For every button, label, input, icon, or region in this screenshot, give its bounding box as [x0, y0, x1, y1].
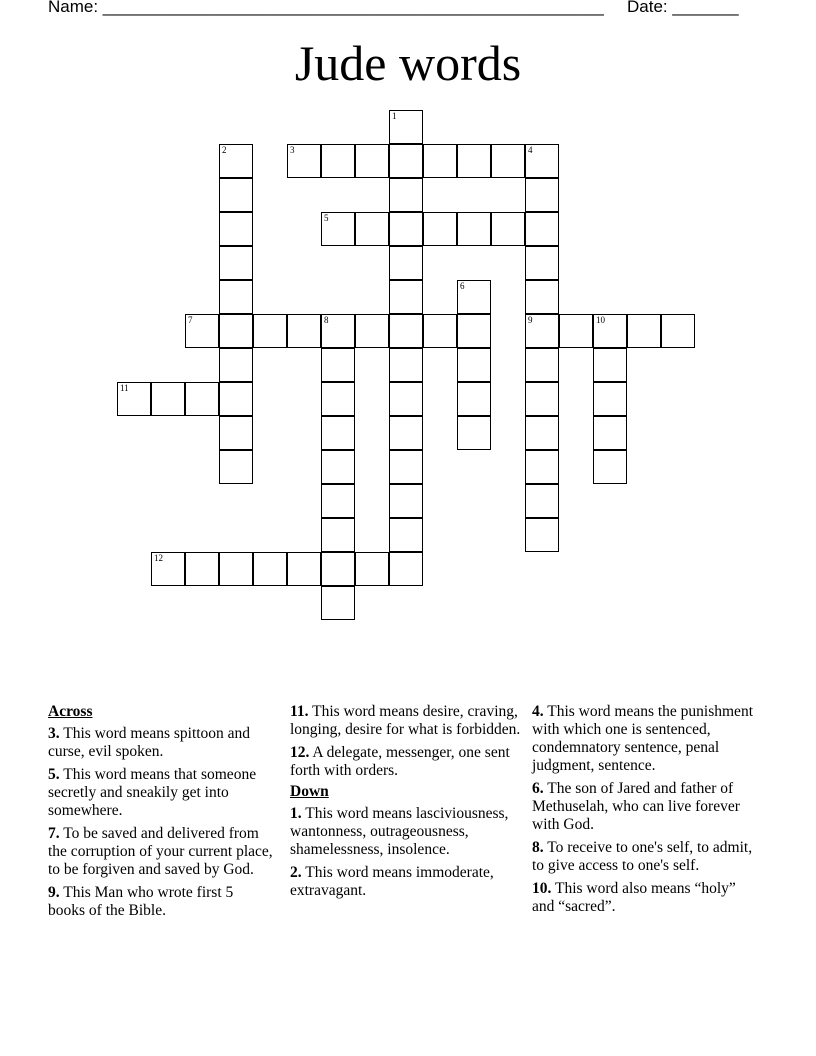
grid-cell[interactable] [321, 212, 355, 246]
grid-cell[interactable] [321, 416, 355, 450]
grid-cell[interactable] [219, 178, 253, 212]
clue-number: 12 [154, 553, 163, 563]
grid-cell[interactable] [525, 518, 559, 552]
grid-cell[interactable] [525, 280, 559, 314]
clue-item-text: This word means lasciviousness, wantonness, outrageousness, shamelessness, insolence. [290, 805, 509, 858]
grid-cell[interactable] [525, 484, 559, 518]
grid-cell[interactable] [219, 280, 253, 314]
grid-cell[interactable] [457, 382, 491, 416]
clue-number: 1 [392, 111, 397, 121]
grid-cell[interactable] [219, 144, 253, 178]
clue-number: 6 [460, 281, 465, 291]
date-field[interactable]: Date: _______ [627, 0, 739, 16]
grid-cell[interactable] [219, 246, 253, 280]
grid-cell[interactable] [457, 212, 491, 246]
grid-cell[interactable] [389, 484, 423, 518]
grid-cell[interactable] [525, 178, 559, 212]
clues-column-2 [290, 703, 525, 905]
name-field[interactable]: Name: _____________________________________________________ [48, 0, 604, 16]
grid-cell[interactable] [525, 450, 559, 484]
clue-item-text: To receive to one's self, to admit, to give access to one's self. [532, 839, 753, 874]
clue-item [48, 825, 273, 879]
clue-item [290, 703, 525, 739]
header [48, 0, 748, 21]
page-title: Jude words [294, 35, 522, 91]
clue-item [48, 884, 273, 920]
grid-cell[interactable] [219, 314, 253, 348]
grid-cell[interactable] [185, 552, 219, 586]
clue-item-number: 8. [532, 839, 544, 856]
grid-cell[interactable] [219, 348, 253, 382]
grid-cell[interactable] [389, 348, 423, 382]
clue-item-text: This word also means “holy” and “sacred”. [532, 880, 736, 915]
grid-cell[interactable] [423, 314, 457, 348]
clues-column-3 [532, 703, 762, 921]
grid-cell[interactable] [321, 314, 355, 348]
grid-cell[interactable] [219, 450, 253, 484]
clue-item-text: This word means that someone secretly and sneakily get into somewhere. [48, 766, 257, 819]
clue-number: 10 [596, 315, 605, 325]
grid-cell[interactable] [321, 586, 355, 620]
grid-cell[interactable] [457, 416, 491, 450]
down-clue-list-continued [532, 703, 762, 916]
clue-item [532, 839, 762, 875]
clue-item [48, 725, 273, 761]
grid-cell[interactable] [389, 212, 423, 246]
grid-cell[interactable] [457, 348, 491, 382]
grid-cell[interactable] [287, 144, 321, 178]
grid-cell[interactable] [525, 382, 559, 416]
clue-item-number: 3. [48, 725, 60, 742]
clue-item [48, 766, 273, 820]
grid-cell[interactable] [457, 144, 491, 178]
grid-cell[interactable] [593, 348, 627, 382]
down-clue-list [290, 805, 525, 900]
grid-cell[interactable] [355, 552, 389, 586]
grid-cell[interactable] [389, 314, 423, 348]
clue-number: 3 [290, 145, 295, 155]
grid-cell[interactable] [117, 382, 151, 416]
clue-item-number: 10. [532, 880, 552, 897]
clue-number: 2 [222, 145, 227, 155]
grid-cell[interactable] [389, 416, 423, 450]
clue-item-text: This word means immoderate, extravagant. [290, 864, 494, 899]
clue-item [290, 805, 525, 859]
clue-item-number: 9. [48, 884, 60, 901]
grid-cell[interactable] [185, 382, 219, 416]
clue-number: 4 [528, 145, 533, 155]
grid-cell[interactable] [321, 552, 355, 586]
clue-item [532, 780, 762, 834]
clue-item-number: 7. [48, 825, 60, 842]
down-heading: Down [290, 783, 329, 800]
grid-cell[interactable] [219, 552, 253, 586]
clue-number: 5 [324, 213, 329, 223]
grid-cell[interactable] [389, 110, 423, 144]
grid-cell[interactable] [559, 314, 593, 348]
grid-cell[interactable] [321, 144, 355, 178]
clue-item-text: This word means the punishment with which one is sentenced, condemnatory sentence, penal judgment, sentence. [532, 703, 753, 774]
grid-cell[interactable] [627, 314, 661, 348]
clue-item [532, 880, 762, 916]
grid-cell[interactable] [423, 212, 457, 246]
grid-cell[interactable] [321, 382, 355, 416]
clue-item-number: 6. [532, 780, 544, 797]
clue-item-text: The son of Jared and father of Methuselah, who can live forever with God. [532, 780, 740, 833]
grid-cell[interactable] [389, 552, 423, 586]
clue-item-number: 5. [48, 766, 60, 783]
grid-cell[interactable] [287, 314, 321, 348]
clue-item-number: 11. [290, 703, 309, 720]
clue-item-text: This word means desire, craving, longing, desire for what is forbidden. [290, 703, 521, 738]
grid-cell[interactable] [593, 450, 627, 484]
grid-cell[interactable] [423, 144, 457, 178]
clue-item-text: To be saved and delivered from the corruption of your current place, to be forgiven and saved by God. [48, 825, 273, 878]
grid-cell[interactable] [321, 518, 355, 552]
clue-item [532, 703, 762, 775]
grid-cell[interactable] [185, 314, 219, 348]
grid-cell[interactable] [321, 348, 355, 382]
grid-cell[interactable] [525, 144, 559, 178]
grid-cell[interactable] [389, 178, 423, 212]
grid-cell[interactable] [525, 314, 559, 348]
grid-cell[interactable] [321, 484, 355, 518]
grid-cell[interactable] [355, 314, 389, 348]
grid-cell[interactable] [525, 348, 559, 382]
grid-cell[interactable] [321, 450, 355, 484]
clues-column-1 [48, 703, 273, 925]
grid-cell[interactable] [287, 552, 321, 586]
clue-number: 9 [528, 315, 533, 325]
clue-item-text: This Man who wrote first 5 books of the Bible. [48, 884, 234, 919]
grid-cell[interactable] [525, 246, 559, 280]
grid-cell[interactable] [389, 450, 423, 484]
grid-cell[interactable] [389, 382, 423, 416]
clue-item-number: 2. [290, 864, 302, 881]
grid-cell[interactable] [389, 144, 423, 178]
grid-cell[interactable] [491, 144, 525, 178]
grid-cell[interactable] [355, 212, 389, 246]
across-clue-list-continued [290, 703, 525, 780]
grid-cell[interactable] [151, 552, 185, 586]
grid-cell[interactable] [457, 314, 491, 348]
grid-cell[interactable] [253, 552, 287, 586]
grid-cell[interactable] [491, 212, 525, 246]
grid-cell[interactable] [661, 314, 695, 348]
clue-number: 7 [188, 315, 193, 325]
grid-cell[interactable] [253, 314, 287, 348]
grid-cell[interactable] [593, 314, 627, 348]
grid-cell[interactable] [389, 246, 423, 280]
grid-cell[interactable] [457, 280, 491, 314]
clue-item [290, 864, 525, 900]
grid-cell[interactable] [355, 144, 389, 178]
across-heading: Across [48, 703, 93, 720]
grid-cell[interactable] [389, 280, 423, 314]
grid-cell[interactable] [219, 416, 253, 450]
grid-cell[interactable] [219, 212, 253, 246]
clue-item-number: 1. [290, 805, 302, 822]
grid-cell[interactable] [219, 382, 253, 416]
grid-cell[interactable] [151, 382, 185, 416]
grid-cell[interactable] [525, 416, 559, 450]
across-clue-list [48, 725, 273, 920]
clue-number: 11 [120, 383, 129, 393]
grid-cell[interactable] [525, 212, 559, 246]
grid-cell[interactable] [389, 518, 423, 552]
grid-cell[interactable] [593, 382, 627, 416]
clue-item-text: This word means spittoon and curse, evil spoken. [48, 725, 251, 760]
clue-item-number: 4. [532, 703, 544, 720]
clue-number: 8 [324, 315, 329, 325]
clue-item [290, 744, 525, 780]
clue-item-number: 12. [290, 744, 310, 761]
clue-item-text: A delegate, messenger, one sent forth with orders. [290, 744, 510, 779]
grid-cell[interactable] [593, 416, 627, 450]
